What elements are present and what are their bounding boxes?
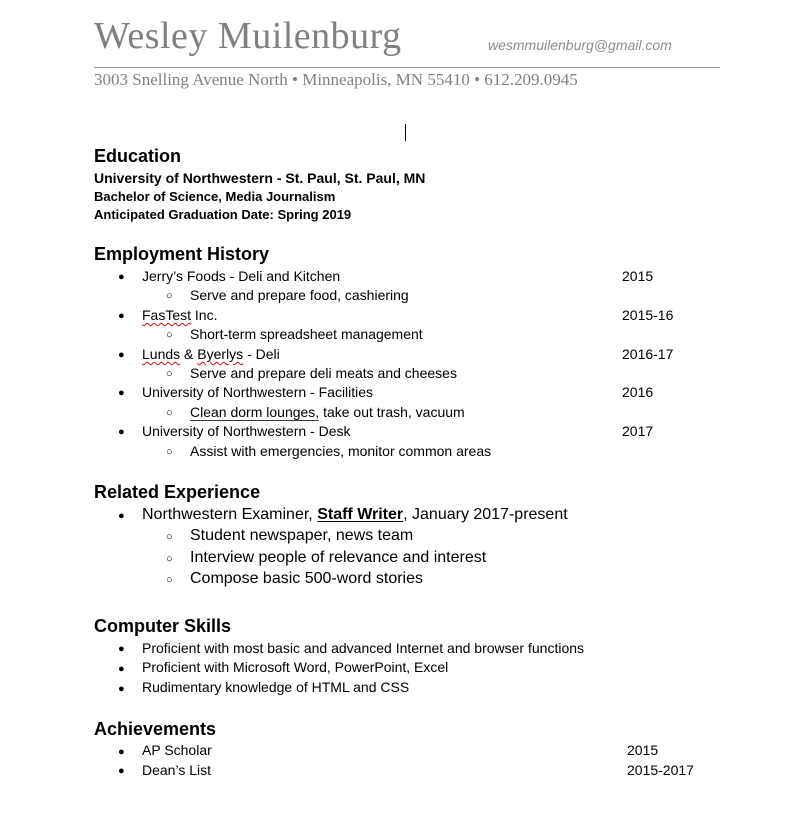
achievement-year: 2015-2017 bbox=[627, 762, 694, 778]
list-bullet: ● bbox=[118, 426, 125, 438]
header-divider bbox=[94, 67, 720, 68]
skill-item: Rudimentary knowledge of HTML and CSS bbox=[142, 679, 410, 695]
list-bullet: ● bbox=[118, 643, 125, 655]
education-heading: Education bbox=[94, 146, 182, 166]
skill-item: Proficient with most basic and advanced Internet and browser functions bbox=[142, 640, 585, 656]
job-year: 2017 bbox=[622, 423, 654, 439]
sub-bullet: ○ bbox=[166, 368, 173, 380]
list-bullet: ● bbox=[118, 310, 125, 322]
education-graduation: Anticipated Graduation Date: Spring 2019 bbox=[94, 207, 352, 222]
sub-bullet: ○ bbox=[166, 446, 173, 458]
job-year: 2016 bbox=[622, 384, 654, 400]
sub-bullet: ○ bbox=[166, 407, 173, 419]
achievement-year: 2015 bbox=[627, 742, 659, 758]
job-title: Jerry’s Foods - Deli and Kitchen bbox=[142, 268, 341, 284]
education-school: University of Northwestern - St. Paul, St. Paul, MN bbox=[94, 170, 426, 186]
job-title: University of Northwestern - Desk bbox=[142, 423, 351, 439]
job-detail: Serve and prepare food, cashiering bbox=[190, 287, 409, 303]
list-bullet: ● bbox=[118, 663, 125, 675]
email-address: wesmmuilenburg@gmail.com bbox=[488, 37, 672, 53]
staff-writer-title: Staff Writer bbox=[317, 506, 404, 523]
spellcheck-word[interactable]: Lunds bbox=[142, 346, 181, 362]
text-cursor bbox=[405, 124, 406, 141]
education-degree: Bachelor of Science, Media Journalism bbox=[94, 189, 336, 204]
job-title: University of Northwestern - Facilities bbox=[142, 384, 374, 400]
job-title: FasTest Inc. bbox=[142, 307, 218, 323]
sub-bullet: ○ bbox=[166, 329, 173, 341]
related-detail: Compose basic 500-word stories bbox=[190, 570, 423, 587]
related-detail: Interview people of relevance and interest bbox=[190, 549, 487, 566]
related-heading: Related Experience bbox=[94, 482, 261, 502]
job-detail: Short-term spreadsheet management bbox=[190, 326, 423, 342]
employment-heading: Employment History bbox=[94, 244, 270, 264]
list-bullet: ● bbox=[118, 765, 125, 777]
achievements-heading: Achievements bbox=[94, 719, 217, 739]
list-bullet: ● bbox=[118, 387, 125, 399]
sub-bullet: ○ bbox=[166, 553, 173, 565]
achievement-label: Dean’s List bbox=[142, 762, 212, 778]
applicant-name: Wesley Muilenburg bbox=[94, 15, 402, 57]
job-detail: Assist with emergencies, monitor common areas bbox=[190, 443, 492, 459]
list-bullet: ● bbox=[118, 271, 125, 283]
job-detail: Clean dorm lounges, take out trash, vacuum bbox=[190, 404, 465, 420]
sub-bullet: ○ bbox=[166, 574, 173, 586]
spellcheck-word[interactable]: FasTest bbox=[142, 307, 192, 323]
skills-heading: Computer Skills bbox=[94, 616, 232, 636]
job-year: 2015-16 bbox=[622, 307, 674, 323]
related-detail: Student newspaper, news team bbox=[190, 527, 414, 544]
skill-item: Proficient with Microsoft Word, PowerPoint, Excel bbox=[142, 659, 449, 675]
list-bullet: ● bbox=[118, 510, 125, 522]
list-bullet: ● bbox=[118, 683, 125, 695]
grammar-flag[interactable]: Clean dorm lounges, bbox=[190, 404, 320, 420]
achievement-label: AP Scholar bbox=[142, 742, 212, 758]
list-bullet: ● bbox=[118, 349, 125, 361]
contact-address: 3003 Snelling Avenue North • Minneapolis, MN 55410 • 612.209.0945 bbox=[94, 70, 578, 89]
spellcheck-word[interactable]: Byerlys bbox=[197, 346, 244, 362]
job-title: Lunds & Byerlys - Deli bbox=[142, 346, 280, 362]
list-bullet: ● bbox=[118, 746, 125, 758]
job-detail: Serve and prepare deli meats and cheeses bbox=[190, 365, 457, 381]
job-year: 2016-17 bbox=[622, 346, 674, 362]
sub-bullet: ○ bbox=[166, 531, 173, 543]
job-year: 2015 bbox=[622, 268, 654, 284]
related-item: Northwestern Examiner, Staff Writer, January 2017-present bbox=[142, 506, 568, 523]
sub-bullet: ○ bbox=[166, 290, 173, 302]
